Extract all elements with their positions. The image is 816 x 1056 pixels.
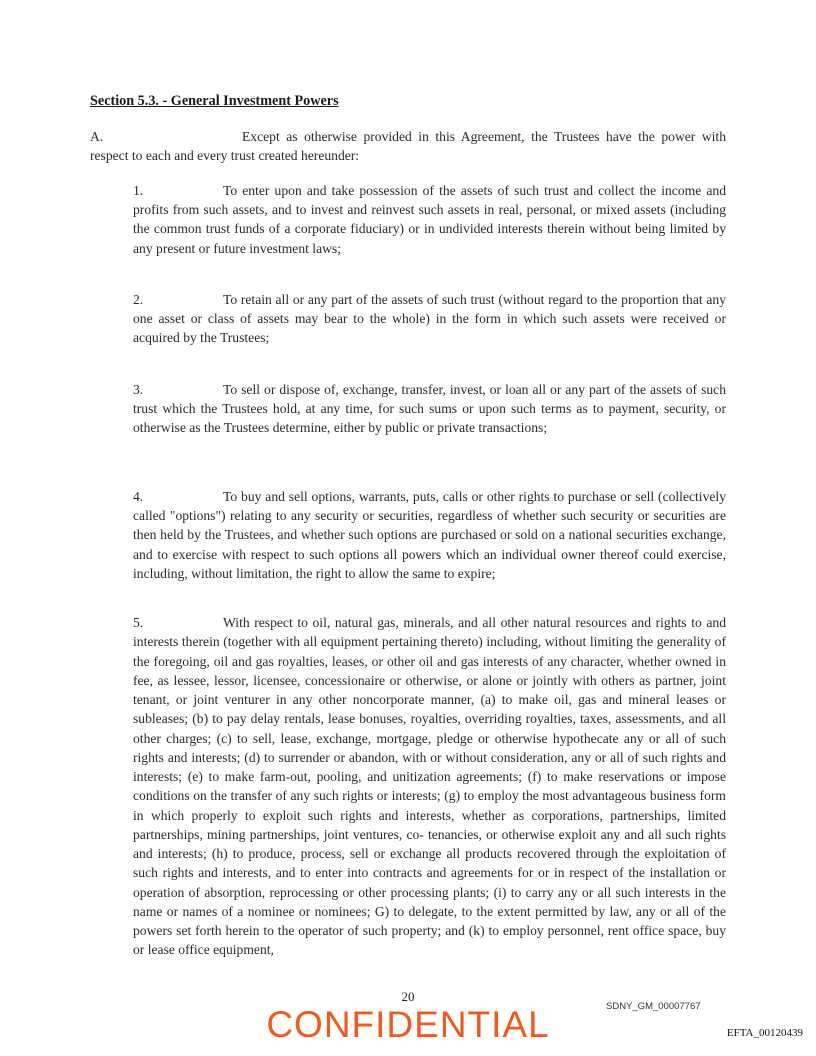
- confidential-stamp: CONFIDENTIAL: [266, 1004, 550, 1045]
- item-number: 5.: [133, 615, 144, 630]
- item-text: To retain all or any part of the assets of such trust (without regard to the proportion that any one asset or class of assets may bear to the whole) in the form in which such assets were received or acquired by the Trustees;: [133, 292, 726, 346]
- intro-paragraph: [90, 127, 726, 165]
- bates-number: SDNY_GM_00007767: [606, 1001, 701, 1012]
- item-text: To sell or dispose of, exchange, transfer, invest, or loan all or any part of the assets of such trust which the Trustees hold, at any time, for such sums or upon such terms as to payment, security, or otherwise as the Trustees determine, either by public or private transactions;: [133, 382, 726, 436]
- list-item: [133, 380, 726, 438]
- intro-marker: A.: [90, 129, 104, 144]
- item-number: 4.: [133, 489, 144, 504]
- item-text: To enter upon and take possession of the assets of such trust and collect the income and profits from such assets, and to invest and reinvest such assets in real, personal, or mixed assets (including the common trust funds of a corporate fiduciary) or in undivided interests therein without being limited by any present or future investment laws;: [133, 183, 726, 256]
- list-item: [133, 290, 726, 348]
- section-heading: Section 5.3. - General Investment Powers: [90, 93, 339, 109]
- item-number: 1.: [133, 183, 144, 198]
- list-item: [133, 487, 726, 583]
- efta-number: EFTA_00120439: [726, 1027, 803, 1039]
- intro-text: Except as otherwise provided in this Agreement, the Trustees have the power with respect to each and every trust created hereunder:: [90, 129, 726, 163]
- item-number: 3.: [133, 382, 144, 397]
- list-item: [133, 181, 726, 258]
- item-number: 2.: [133, 292, 144, 307]
- page-number: 20: [401, 989, 415, 1004]
- item-text: To buy and sell options, warrants, puts, calls or other rights to purchase or sell (collectively called "options") relating to any security or securities, regardless of whether such security or securities are then held by the Trustees, and whether such options are purchased or sold on a national securities exchange, and to exercise with respect to such options all powers which an individual owner thereof could exercise, including, without limitation, the right to allow the same to expire;: [133, 489, 726, 581]
- item-text: With respect to oil, natural gas, minerals, and all other natural resources and rights to and interests therein (together with all equipment pertaining thereto) including, without limiting the generality of the foregoing, oil and gas royalties, leases, or other oil and gas interests of any character, whether owned in fee, as lessee, lessor, licensee, concessionaire or otherwise, or alone or jointly with others as partner, joint tenant, or joint venturer in any other noncorporate manner, (a) to make oil, gas and mineral leases or subleases; (b) to pay delay rentals, lease bonuses, royalties, overriding royalties, taxes, assessments, and all other charges; (c) to sell, lease, exchange, mortgage, pledge or otherwise hypothecate any or all of such rights and interests; (d) to surrender or abandon, with or without consideration, any or all of such rights and interests; (e) to make farm-out, pooling, and unitization agreements; (f) to make reservations or impose conditions on the transfer of any such rights or interests; (g) to employ the most advantageous business form in which properly to exploit such rights and interests, whether as corporations, partnerships, limited partnerships, mining partnerships, joint ventures, co- tenancies, or otherwise exploit any and all such rights and interests; (h) to produce, process, sell or exchange all products recovered through the exploitation of such rights and interests, and to enter into contracts and agreements for or in respect of the installation or operation of absorption, reprocessing or other processing plants; (i) to carry any or all such interests in the name or names of a nominee or nominees; G) to delegate, to the extent permitted by law, any or all of the powers set forth herein to the operator of such property; and (k) to employ personnel, rent office space, buy or lease office equipment,: [133, 615, 726, 958]
- list-item: [133, 613, 726, 960]
